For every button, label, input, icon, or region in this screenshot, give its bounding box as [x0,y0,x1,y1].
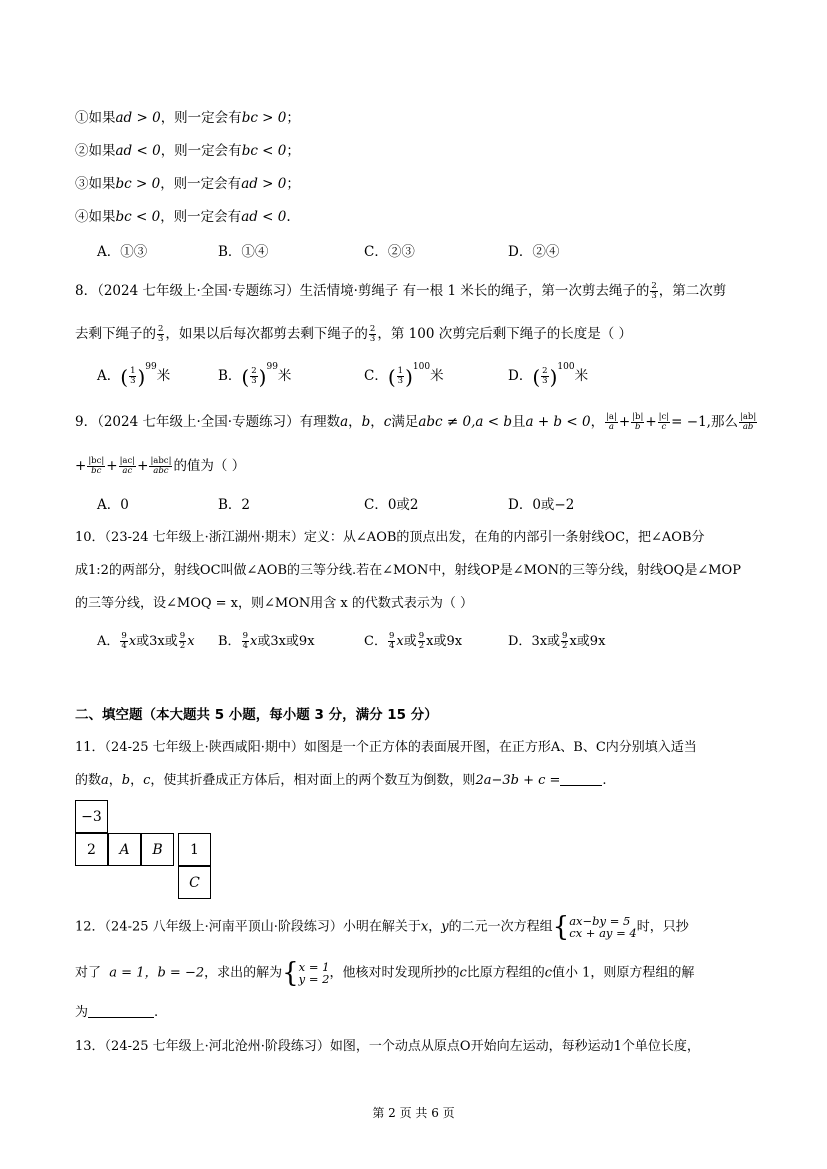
q9-option-b: B．2 [218,497,251,513]
q8-option-c: C．( $\frac{1}{3}$ )$^{100}$米 [364,362,444,389]
cube-cell-top: −3 [75,800,108,833]
q9-option-d: D．0或−2 [508,497,575,513]
statement-1: ①如果ad > 0，则一定会有bc > 0； [75,110,300,126]
q8-line-1: 8．（2024 七年级上·全国·专题练习）生活情境·剪绳子 有一根 1 米长的绳子，第一次剪去绳子的 $\frac{2}{3}$ ，第二次剪 [75,281,727,301]
q9-option-a: A．0 [97,497,129,513]
cube-cell-a: A [108,833,141,866]
q8-option-b: B．( $\frac{2}{3}$ )$^{99}$米 [218,362,292,389]
statement-4: ④如果bc < 0，则一定会有ad < 0. [75,209,291,225]
q8-option-d: D．( $\frac{2}{3}$ )$^{100}$米 [508,362,589,389]
cube-cell-1: 2 [75,833,108,866]
q12-line-2: 对了 a = 1，b = −2，求出的解为{ x = 1 y = 2 ，他核对时发现所抄的c比原方程组的c值小 1，则原方程组的解 [75,957,695,989]
q12-line-1: 12．（24-25 八年级上·河南平顶山·阶段练习）小明在解关于x，y的二元一次方程组{ ax−by = 5 cx + ay = 4 时，只抄 [75,911,689,943]
q7-option-a: A．①③ [97,244,148,260]
q11-line-2: 的数a，b，c，使其折叠成正方体后，相对面上的两个数互为倒数，则2a−3b + c = . [75,773,607,788]
q10-line-3: 的三等分线，设∠MOQ = x，则∠MON用含 x 的代数式表示为（ ） [75,596,473,611]
q7-option-c: C．②③ [364,244,415,260]
cube-cell-4: 1 [178,833,211,866]
q10-option-a: A． $\frac{9}{4}$ x或3x或 $\frac{9}{2}$ x [97,631,195,651]
q10-option-d: D．3x或 $\frac{9}{2}$ x或9x [508,631,606,651]
cube-cell-c: C [178,866,211,899]
cube-cell-b: B [141,833,174,866]
q11-line-1: 11．（24-25 七年级上·陕西咸阳·期中）如图是一个正方体的表面展开图，在正方形A、B、C内分别填入适当 [75,740,697,755]
q10-line-1: 10．（23-24 七年级上·浙江湖州·期末）定义：从∠AOB的顶点出发，在角的内部引一条射线OC，把∠AOB分 [75,530,705,545]
q12-line-3: 为 . [75,1005,159,1020]
statement-3: ③如果bc > 0，则一定会有ad > 0； [75,176,300,192]
q7-option-d: D．②④ [508,244,560,260]
statement-2: ②如果ad < 0，则一定会有bc < 0； [75,143,300,159]
q8-option-a: A．( $\frac{1}{3}$ )$^{99}$米 [97,362,171,389]
q8-line-2: 去剩下绳子的 $\frac{2}{3}$ ，如果以后每次都剪去剩下绳子的 $\frac{2}{3}$ ，第 100 次剪完后剩下绳子的长度是（ ） [75,324,632,344]
q10-option-c: C． $\frac{9}{4}$ x或 $\frac{9}{2}$ x或9x [364,631,463,651]
q9-line-2: + $\frac{|bc|}{bc}$ + $\frac{|ac|}{ac}$ + $\frac{\text{|abc|}}{\text{abc}}$ 的值为（ ） [75,456,246,476]
q7-option-b: B．①④ [218,244,269,260]
q10-line-2: 成1:2的两部分，射线OC叫做∠AOB的三等分线.若在∠MON中，射线OP是∠MON的三等分线，射线OQ是∠MOP [75,563,741,578]
q9-option-c: C．0或2 [364,497,419,513]
q9-line-1: 9．（2024 七年级上·全国·专题练习）有理数a，b，c满足abc ≠ 0,a < b且a + b < 0， $\frac{|a|}{a}$ + $\frac{|b|}{b}$ + $\frac{|c|}{c}$ = −1,那么 $\frac{|ab|}{ab}$ [75,412,757,432]
section-title: 二、填空题（本大题共 5 小题，每小题 3 分，满分 15 分） [75,707,438,723]
page-footer: 第 2 页 共 6 页 [372,1106,455,1120]
q10-option-b: B． $\frac{9}{4}$ x或3x或9x [218,631,315,651]
q13-line-1: 13．（24-25 七年级上·河北沧州·阶段练习）如图，一个动点从原点O开始向左运动，每秒运动1个单位长度， [75,1039,700,1054]
